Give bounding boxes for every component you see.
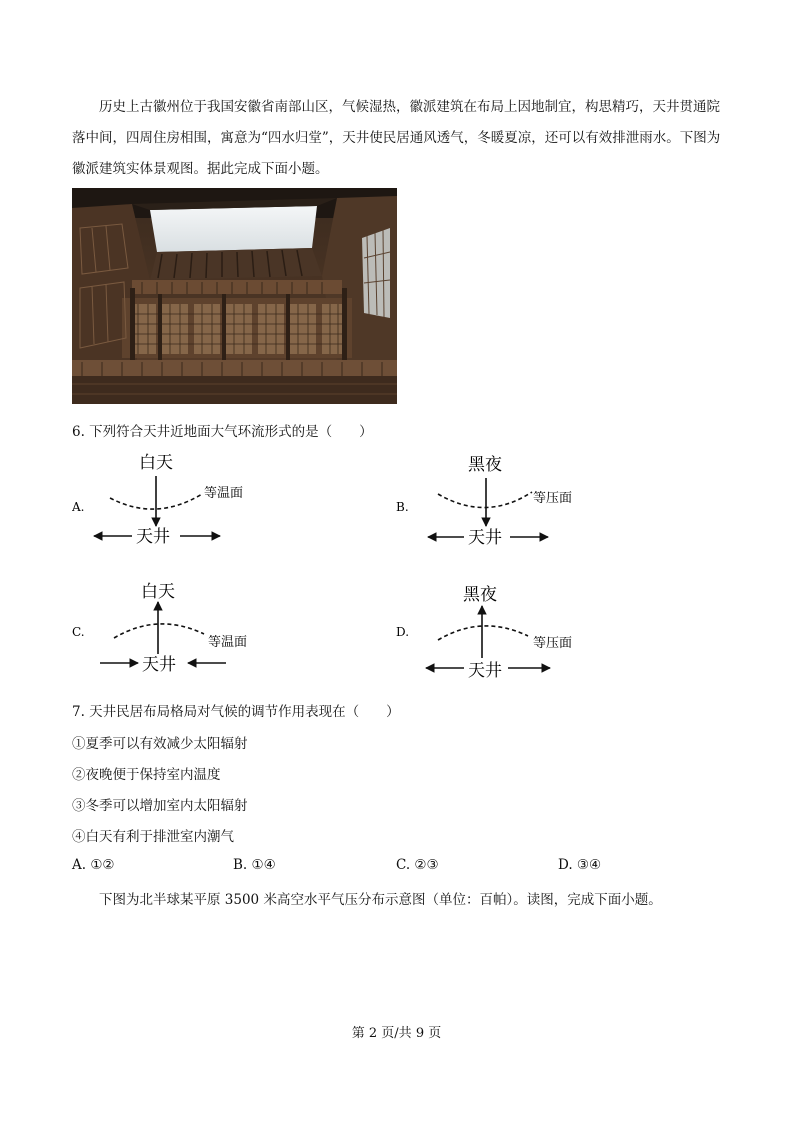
ground-label: 天井 (136, 527, 170, 547)
option-a-diagram[interactable] (72, 450, 252, 550)
time-label: 白天 (139, 453, 173, 473)
option-letter: A. (72, 500, 85, 514)
time-label: 白天 (141, 582, 175, 602)
option-letter: C. (72, 625, 85, 639)
option-d-diagram[interactable] (396, 580, 596, 680)
surface-label: 等温面 (204, 486, 244, 501)
page-footer: 第 2 页/共 9 页 (351, 1026, 442, 1041)
ground-label: 天井 (142, 655, 176, 675)
time-label: 黑夜 (463, 585, 497, 605)
q7-choice-d[interactable]: D. ③④ (558, 857, 602, 873)
surface-label: 等温面 (208, 635, 248, 650)
q7-item-3: ③冬季可以增加室内太阳辐射 (72, 798, 248, 814)
q7-item-2: ②夜晚便于保持室内温度 (72, 767, 221, 783)
time-label: 黑夜 (468, 455, 502, 475)
q7-choice-b[interactable]: B. ①④ (233, 857, 276, 873)
ground-label: 天井 (468, 528, 502, 548)
q7-item-4: ④白天有利于排泄室内潮气 (72, 829, 234, 845)
q7-choice-c[interactable]: C. ②③ (396, 857, 439, 873)
option-b-diagram[interactable] (396, 450, 596, 550)
option-letter: B. (396, 500, 409, 514)
q7-choice-a[interactable]: A. ①② (72, 857, 115, 873)
huizhou-courtyard-photo (72, 188, 397, 404)
q7-item-1: ①夏季可以有效减少太阳辐射 (72, 736, 248, 752)
surface-label: 等压面 (533, 636, 573, 651)
option-letter: D. (396, 625, 410, 639)
intro-paragraph: 历史上古徽州位于我国安徽省南部山区，气候湿热，徽派建筑在布局上因地制宜，构思精巧，天井贯通院落中间，四周住房相围，寓意为“四水归堂”，天井使民居通风透气，冬暖夏凉，还可以有效排泄雨水。下图为徽派建筑实体景观图。据此完成下面小题。 (72, 99, 721, 177)
option-c-diagram[interactable] (72, 578, 272, 678)
surface-label: 等压面 (533, 491, 573, 506)
ground-label: 天井 (468, 661, 502, 680)
question-7-stem: 7. 天井民居布局格局对气候的调节作用表现在（ ） (72, 704, 400, 720)
next-question-intro: 下图为北半球某平原 3500 米高空水平气压分布示意图（单位：百帕）。读图，完成下面小题。 (99, 892, 662, 908)
question-6-stem: 6. 下列符合天井近地面大气环流形式的是（ ） (72, 424, 373, 440)
